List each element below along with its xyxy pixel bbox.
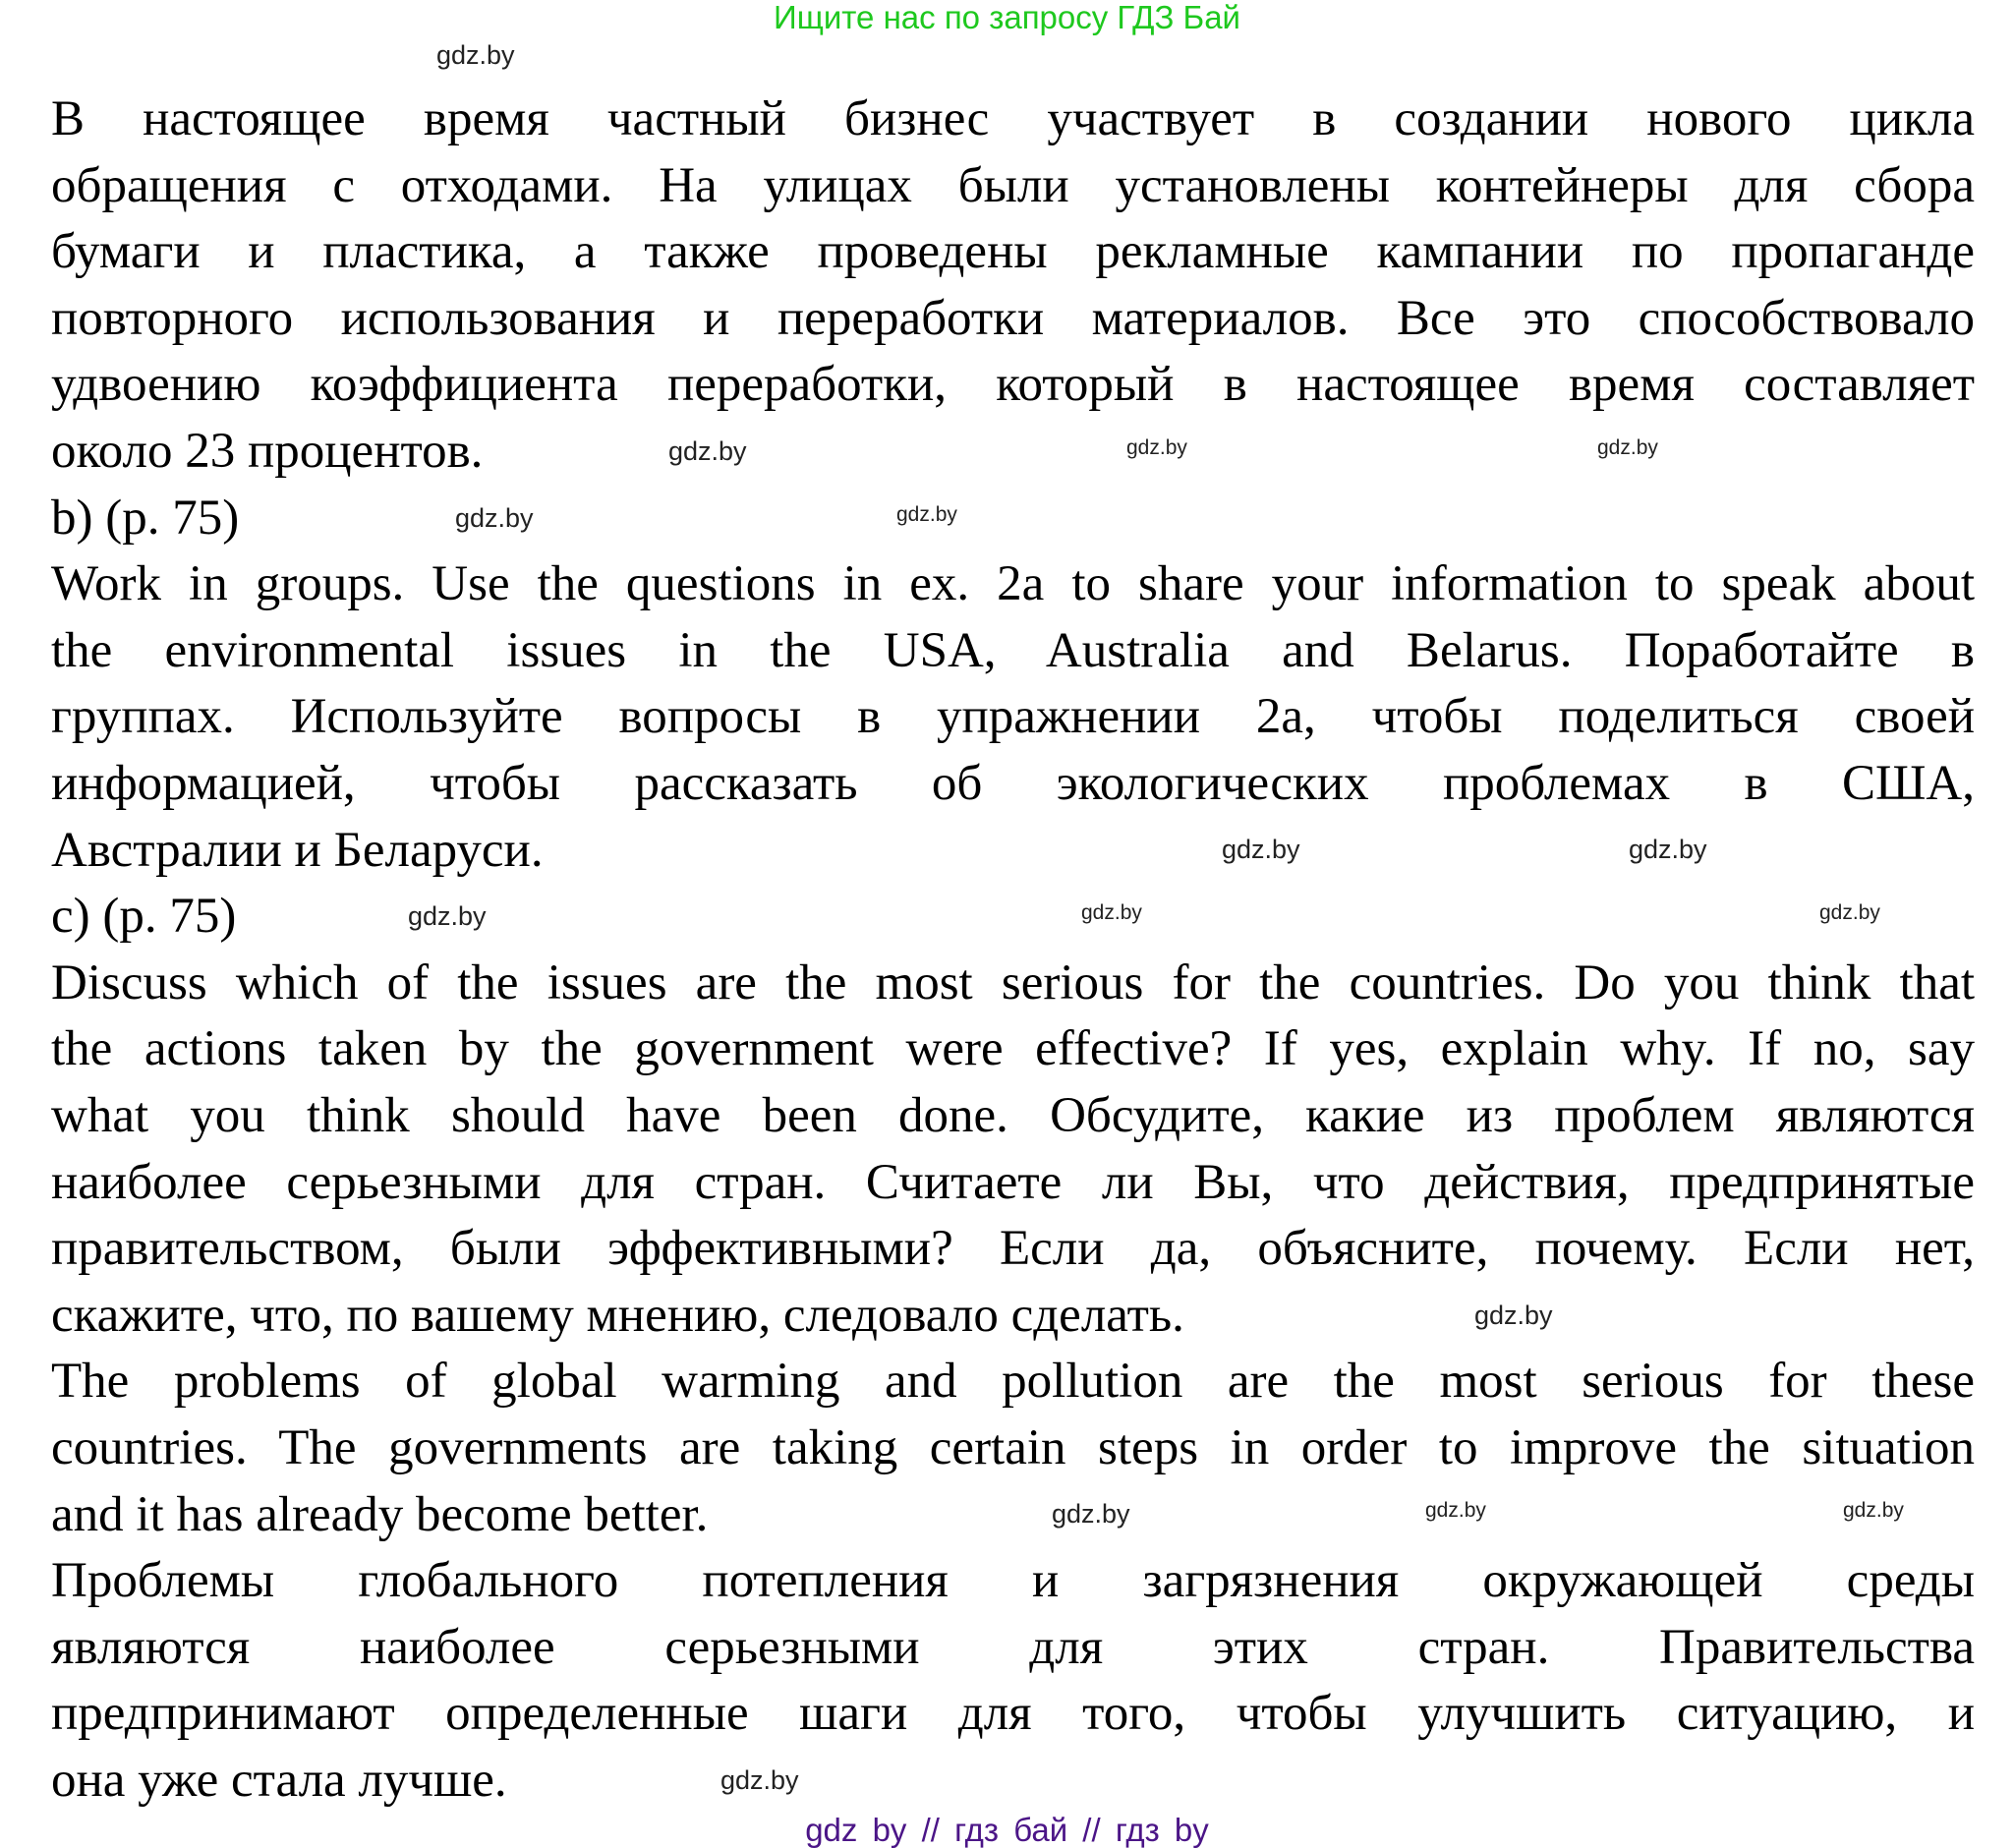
watermark: gdz.by	[1819, 901, 1880, 924]
text-line: информацией, чтобы рассказать об экологических проблемах в США,	[51, 756, 1975, 811]
text-line: группах. Используйте вопросы в упражнении 2a, чтобы поделиться своей	[51, 689, 1975, 745]
header-banner: Ищите нас по запросу ГДЗ Бай	[774, 0, 1240, 35]
watermark: gdz.by	[668, 436, 747, 466]
watermark: gdz.by	[1222, 835, 1300, 864]
text-line: countries. The governments are taking certain steps in order to improve the situation	[51, 1420, 1975, 1475]
watermark: gdz.by	[1052, 1499, 1130, 1529]
text-line: наиболее серьезными для стран. Считаете ли Вы, что действия, предпринятые	[51, 1154, 1975, 1210]
watermark: gdz.by	[1126, 436, 1187, 459]
text-line: скажите, что, по вашему мнению, следовало сделать.	[51, 1287, 1184, 1343]
watermark: gdz.by	[408, 901, 487, 931]
text-line: c) (p. 75)	[51, 889, 237, 945]
watermark: gdz.by	[455, 503, 534, 533]
text-line: обращения с отходами. На улицах были установлены контейнеры для сбора	[51, 157, 1975, 213]
text-line: повторного использования и переработки материалов. Все это способствовало	[51, 290, 1975, 346]
text-line: около 23 процентов.	[51, 424, 484, 479]
watermark: gdz.by	[1629, 835, 1707, 864]
text-line: Австралии и Беларуси.	[51, 822, 544, 878]
watermark: gdz.by	[896, 503, 957, 526]
watermark: gdz.by	[1425, 1499, 1486, 1522]
text-line: предпринимают определенные шаги для того, чтобы улучшить ситуацию, и	[51, 1686, 1975, 1742]
text-line: what you think should have been done. Обсудите, какие из проблем являются	[51, 1088, 1975, 1143]
text-line: Discuss which of the issues are the most serious for the countries. Do you think that	[51, 954, 1975, 1011]
footer-banner: gdz by // гдз бай // гдз by	[805, 1812, 1209, 1848]
text-line: the actions taken by the government were effective? If yes, explain why. If no, say	[51, 1021, 1975, 1077]
text-line: Проблемы глобального потепления и загрязнения окружающей среды	[51, 1553, 1975, 1609]
text-line: Work in groups. Use the questions in ex. 2a to share your information to speak about	[51, 556, 1975, 612]
watermark: gdz.by	[1597, 436, 1658, 459]
watermark: gdz.by	[436, 40, 515, 70]
text-line: являются наиболее серьезными для этих стран. Правительства	[51, 1619, 1975, 1675]
text-line: В настоящее время частный бизнес участвует в создании нового цикла	[51, 91, 1975, 146]
text-line: and it has already become better.	[51, 1486, 709, 1542]
watermark: gdz.by	[1843, 1499, 1904, 1522]
text-line: правительством, были эффективными? Если да, объясните, почему. Если нет,	[51, 1221, 1975, 1277]
text-line: The problems of global warming and pollution are the most serious for these	[51, 1354, 1975, 1410]
text-line: она уже стала лучше.	[51, 1753, 507, 1808]
text-line: b) (p. 75)	[51, 490, 240, 546]
text-line: бумаги и пластика, а также проведены рекламные кампании по пропаганде	[51, 224, 1975, 280]
text-line: удвоению коэффициента переработки, который в настоящее время составляет	[51, 357, 1975, 413]
watermark: gdz.by	[1474, 1300, 1553, 1330]
text-line: the environmental issues in the USA, Australia and Belarus. Поработайте в	[51, 622, 1975, 678]
watermark: gdz.by	[1081, 901, 1142, 924]
watermark: gdz.by	[720, 1765, 799, 1795]
